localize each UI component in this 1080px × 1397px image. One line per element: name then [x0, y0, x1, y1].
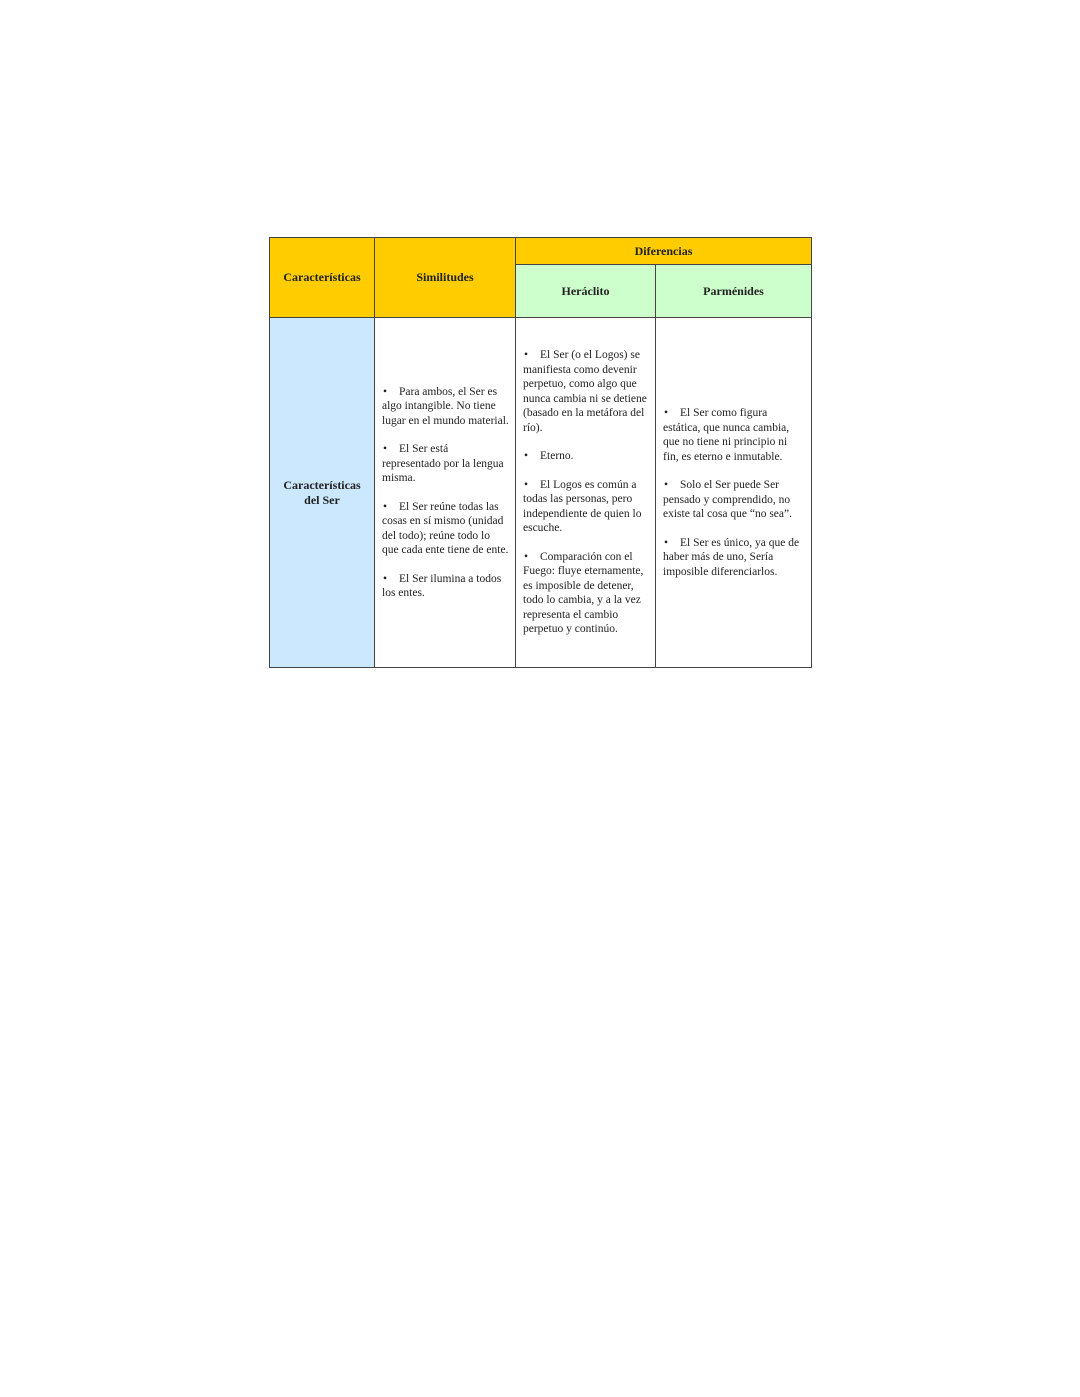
- list-item: [663, 406, 805, 464]
- comparison-table: [269, 237, 812, 668]
- cell-heraclito: [516, 318, 656, 668]
- list-item-text: El Ser reúne todas las cosas en sí mismo (unidad del todo); reúne todo lo que cada ente tiene de ente.: [382, 500, 509, 556]
- list-item-text: Comparación con el Fuego: fluye eternamente, es imposible de detener, todo lo cambia, y a la vez representa el cambio perpetuo y continúo.: [523, 550, 644, 636]
- bullet-icon: •: [524, 450, 529, 463]
- list-item: [523, 550, 649, 637]
- bullet-icon: •: [664, 407, 669, 419]
- list-item-text: El Ser (o el Logos) se manifiesta como devenir perpetuo, como algo que nunca cambia ni se detiene (basado en la metáfora del río).: [523, 349, 647, 434]
- header-similitudes: Similitudes: [375, 238, 516, 318]
- header-diferencias: Diferencias: [516, 238, 812, 265]
- list-heraclito: [523, 348, 649, 637]
- list-item-text: El Ser como figura estática, que nunca cambia, que no tiene ni principio ni fin, es eterno e inmutable.: [663, 407, 790, 463]
- bullet-icon: •: [383, 443, 388, 455]
- list-item-text: El Ser está representado por la lengua misma.: [382, 443, 504, 484]
- list-item-text: Solo el Ser puede Ser pensado y comprendido, no existe tal cosa que “no sea”.: [663, 479, 792, 520]
- list-item: [382, 385, 509, 429]
- list-item: [382, 572, 509, 601]
- bullet-icon: •: [524, 550, 529, 563]
- list-item-text: Eterno.: [540, 450, 574, 463]
- row-label-caracteristicas-del-ser: Características del Ser: [270, 318, 375, 668]
- cell-similitudes: [375, 318, 516, 668]
- bullet-icon: •: [664, 479, 669, 491]
- list-item: [523, 478, 649, 536]
- bullet-icon: •: [383, 500, 388, 513]
- list-item-text: El Ser es único, ya que de haber más de uno, Sería imposible diferenciarlos.: [663, 536, 800, 578]
- list-item-text: El Logos es común a todas las personas, pero independiente de quien lo escuche.: [523, 478, 642, 535]
- comparison-table-container: [269, 237, 811, 668]
- header-caracteristicas: Características: [270, 238, 375, 318]
- cell-parmenides: [656, 318, 812, 668]
- list-item: [663, 536, 805, 580]
- header-parmenides: Parménides: [656, 265, 812, 318]
- list-item: [523, 449, 649, 464]
- list-similitudes: [382, 385, 509, 601]
- list-item: [382, 442, 509, 486]
- list-item-text: El Ser ilumina a todos los entes.: [382, 572, 502, 599]
- bullet-icon: •: [383, 385, 388, 398]
- list-item: [382, 500, 509, 558]
- list-item-text: Para ambos, el Ser es algo intangible. No tiene lugar en el mundo material.: [382, 385, 509, 427]
- bullet-icon: •: [383, 572, 388, 585]
- bullet-icon: •: [524, 478, 529, 491]
- header-heraclito: Heráclito: [516, 265, 656, 318]
- list-item: [663, 478, 805, 522]
- list-parmenides: [663, 406, 805, 579]
- bullet-icon: •: [524, 349, 529, 362]
- list-item: [523, 348, 649, 435]
- bullet-icon: •: [664, 536, 669, 549]
